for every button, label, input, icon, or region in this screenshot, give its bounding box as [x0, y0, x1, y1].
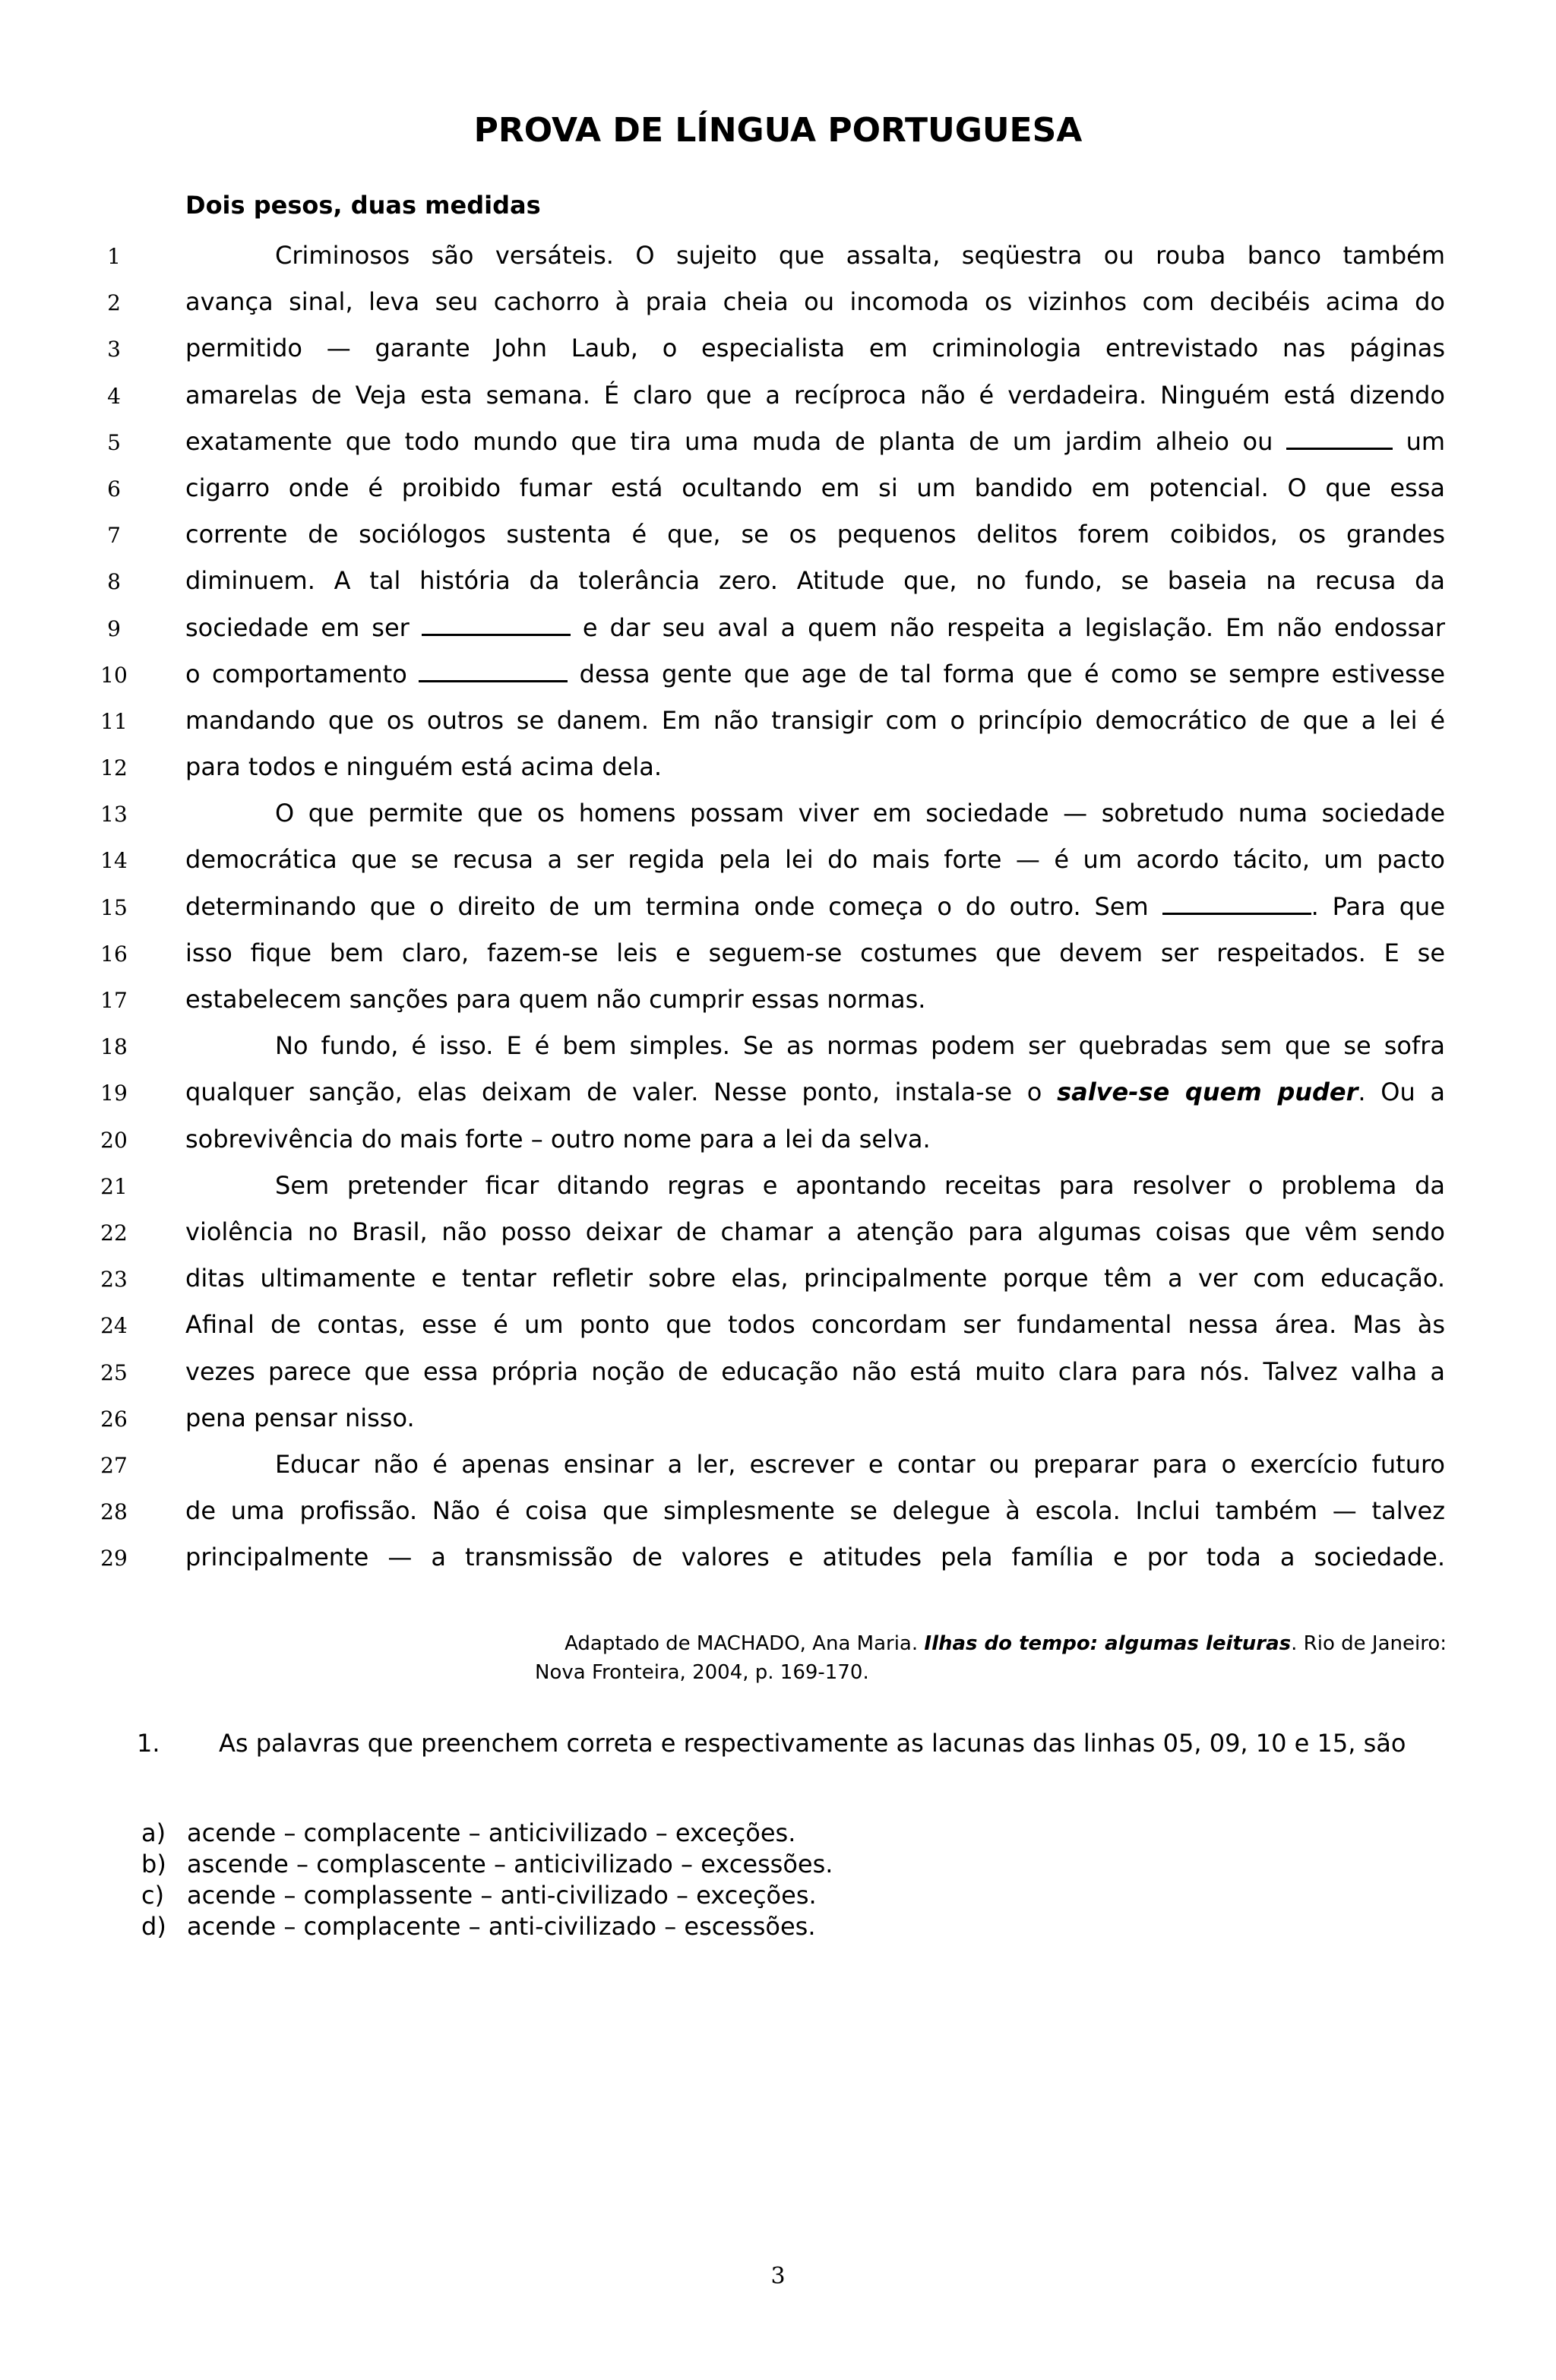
question-number: 1.: [137, 1729, 160, 1758]
line-number: 27: [100, 1452, 128, 1478]
text-line: [0, 236, 1556, 282]
line-text: vezes parece que essa própria noção de educação não está muito clara para nós. Talvez valha a: [185, 1356, 1445, 1386]
line-text-part: dessa gente que age de tal forma que é como se sempre estivesse: [579, 659, 1446, 688]
text-line: [0, 1491, 1556, 1537]
reference-line: Nova Fronteira, 2004, p. 169-170.: [535, 1661, 869, 1684]
option-letter: c): [141, 1881, 165, 1910]
line-number: 1: [107, 244, 121, 269]
line-number: 9: [107, 616, 121, 641]
line-text-part: qualquer sanção, elas deixam de valer. Nesse ponto, instala-se o: [185, 1078, 1042, 1107]
line-text: avança sinal, leva seu cachorro à praia cheia ou incomoda os vizinhos com decibéis acima do: [185, 287, 1445, 317]
line-text: Sem pretender ficar ditando regras e apontando receitas para resolver o problema da: [275, 1170, 1445, 1200]
blank-line-15: [1162, 891, 1311, 915]
line-number: 29: [100, 1546, 128, 1571]
line-text: cigarro onde é proibido fumar está ocultando em si um bandido em potencial. O que essa: [185, 473, 1445, 502]
line-text: mandando que os outros se danem. Em não transigir com o princípio democrático de que a lei é: [185, 705, 1445, 735]
text-line: [0, 1119, 1556, 1166]
text-line: [0, 328, 1556, 375]
reference-prefix: Adaptado de MACHADO, Ana Maria.: [565, 1632, 919, 1655]
line-number: 22: [100, 1220, 128, 1245]
line-text-part: determinando que o direito de um termina onde começa o do outro. Sem: [185, 891, 1149, 921]
line-text: [185, 657, 1445, 691]
line-text-part: . Ou a: [1358, 1078, 1446, 1107]
line-text-part: exatamente que todo mundo que tira uma muda de planta de um jardim alheio ou: [185, 426, 1273, 456]
line-number: 28: [100, 1499, 128, 1525]
text-line: [0, 701, 1556, 747]
line-number: 23: [100, 1267, 128, 1293]
line-number: 20: [100, 1127, 128, 1153]
line-text: estabelecem sanções para quem não cumprir essas normas.: [185, 985, 926, 1014]
line-text-part: sociedade em ser: [185, 612, 410, 642]
text-line: [0, 654, 1556, 701]
line-number: 19: [100, 1081, 128, 1106]
blank-line-10: [419, 659, 568, 682]
line-text: principalmente — a transmissão de valores e atitudes pela família e por toda a sociedade.: [185, 1543, 1445, 1572]
text-line: [0, 468, 1556, 514]
line-text: pena pensar nisso.: [185, 1403, 415, 1432]
page-title: PROVA DE LÍNGUA PORTUGUESA: [473, 111, 1083, 150]
line-text: amarelas de Veja esta semana. É claro que a recíproca não é verdadeira. Ninguém está dizendo: [185, 380, 1445, 410]
line-number: 7: [107, 523, 121, 549]
line-text: O que permite que os homens possam viver em sociedade — sobretudo numa sociedade: [275, 799, 1445, 828]
line-text: corrente de sociólogos sustenta é que, se os pequenos delitos forem coibidos, os grandes: [185, 520, 1445, 549]
text-line: [0, 747, 1556, 793]
line-number: 24: [100, 1313, 128, 1339]
blank-line-09: [422, 612, 571, 636]
line-number: 3: [107, 337, 121, 362]
option-letter: a): [141, 1818, 166, 1847]
reference-line: [535, 1629, 1447, 1658]
question-stem: As palavras que preenchem correta e respectivamente as lacunas das linhas 05, 09, 10 e 15, são: [219, 1729, 1406, 1758]
option-letter: d): [141, 1912, 166, 1941]
text-line: [0, 1537, 1556, 1584]
answer-option-b[interactable]: [141, 1849, 833, 1880]
option-text: ascende – complascente – anticivilizado – excessões.: [187, 1850, 833, 1878]
numbered-text: [0, 236, 1556, 1584]
line-text: democrática que se recusa a ser regida pela lei do mais forte — é um acordo tácito, um pacto: [185, 845, 1445, 875]
line-number: 25: [100, 1359, 128, 1385]
text-line: [0, 561, 1556, 607]
text-line: [0, 422, 1556, 468]
line-number: 21: [100, 1173, 128, 1199]
text-line: [0, 840, 1556, 886]
text-line: [0, 1445, 1556, 1491]
line-text: permitido — garante John Laub, o especialista em criminologia entrevistado nas páginas: [185, 334, 1445, 363]
source-reference: [535, 1629, 1447, 1687]
line-text-part: um: [1406, 426, 1446, 456]
line-text: violência no Brasil, não posso deixar de chamar a atenção para algumas coisas que vêm sendo: [185, 1217, 1445, 1246]
text-line: [0, 1212, 1556, 1258]
text-line: [0, 1352, 1556, 1398]
line-text: No fundo, é isso. E é bem simples. Se as normas podem ser quebradas sem que se sofra: [275, 1031, 1445, 1061]
emphasized-phrase: salve-se quem puder: [1057, 1078, 1358, 1107]
line-text: Afinal de contas, esse é um ponto que todos concordam ser fundamental nessa área. Mas às: [185, 1310, 1445, 1340]
option-letter: b): [141, 1850, 166, 1878]
text-line: [0, 1072, 1556, 1119]
text-line: [0, 1026, 1556, 1072]
blank-line-05: [1286, 426, 1393, 450]
line-number: 26: [100, 1406, 128, 1432]
line-number: 16: [100, 941, 128, 967]
reference-suffix: . Rio de Janeiro:: [1291, 1632, 1447, 1655]
line-number: 6: [107, 476, 121, 502]
answer-options: [141, 1818, 833, 1942]
line-text-part: o comportamento: [185, 659, 407, 688]
line-text: [185, 425, 1445, 458]
answer-option-a[interactable]: [141, 1818, 833, 1849]
line-number: 15: [100, 894, 128, 920]
answer-option-c[interactable]: [141, 1880, 833, 1911]
line-text: [185, 1075, 1445, 1109]
line-text: isso fique bem claro, fazem-se leis e seguem-se costumes que devem ser respeitados. E se: [185, 938, 1445, 967]
line-number: 12: [100, 755, 128, 781]
line-text: para todos e ninguém está acima dela.: [185, 752, 663, 782]
line-text: diminuem. A tal história da tolerância zero. Atitude que, no fundo, se baseia na recusa da: [185, 566, 1445, 596]
text-line: [0, 1166, 1556, 1212]
line-text-part: e dar seu aval a quem não respeita a legislação. Em não endossar: [582, 612, 1446, 642]
line-text-part: . Para que: [1311, 891, 1445, 921]
text-line: [0, 887, 1556, 933]
line-text: [185, 611, 1445, 644]
line-text: sobrevivência do mais forte – outro nome para a lei da selva.: [185, 1124, 931, 1154]
line-number: 10: [100, 662, 128, 688]
text-line: [0, 1398, 1556, 1445]
reference-book-title: Ilhas do tempo: algumas leituras: [924, 1632, 1292, 1655]
text-line: [0, 1258, 1556, 1305]
text-line: [0, 980, 1556, 1026]
line-number: 14: [100, 848, 128, 874]
line-text: [185, 890, 1445, 923]
text-line: [0, 933, 1556, 980]
line-number: 4: [107, 383, 121, 409]
option-text: acende – complacente – anti-civilizado – escessões.: [187, 1912, 816, 1941]
line-number: 2: [107, 290, 121, 316]
text-line: [0, 375, 1556, 422]
text-line: [0, 514, 1556, 561]
line-text: de uma profissão. Não é coisa que simplesmente se delegue à escola. Inclui também — talvez: [185, 1496, 1445, 1526]
line-number: 11: [100, 708, 128, 734]
line-number: 5: [107, 429, 121, 455]
line-number: 18: [100, 1034, 128, 1060]
line-text: Criminosos são versáteis. O sujeito que assalta, seqüestra ou rouba banco também: [275, 241, 1445, 270]
option-text: acende – complassente – anti-civilizado – exceções.: [187, 1881, 817, 1910]
line-number: 8: [107, 569, 121, 595]
line-number: 17: [100, 988, 128, 1013]
text-line: [0, 282, 1556, 328]
answer-option-d[interactable]: [141, 1911, 833, 1942]
text-title: Dois pesos, duas medidas: [185, 191, 541, 220]
option-text: acende – complacente – anticivilizado – exceções.: [187, 1818, 796, 1847]
page-number: 3: [770, 2263, 786, 2290]
line-number: 13: [100, 802, 128, 828]
text-line: [0, 793, 1556, 840]
text-line: [0, 608, 1556, 654]
line-text: ditas ultimamente e tentar refletir sobre elas, principalmente porque têm a ver com educação.: [185, 1264, 1445, 1293]
line-text: Educar não é apenas ensinar a ler, escrever e contar ou preparar para o exercício futuro: [275, 1449, 1445, 1479]
text-line: [0, 1305, 1556, 1351]
